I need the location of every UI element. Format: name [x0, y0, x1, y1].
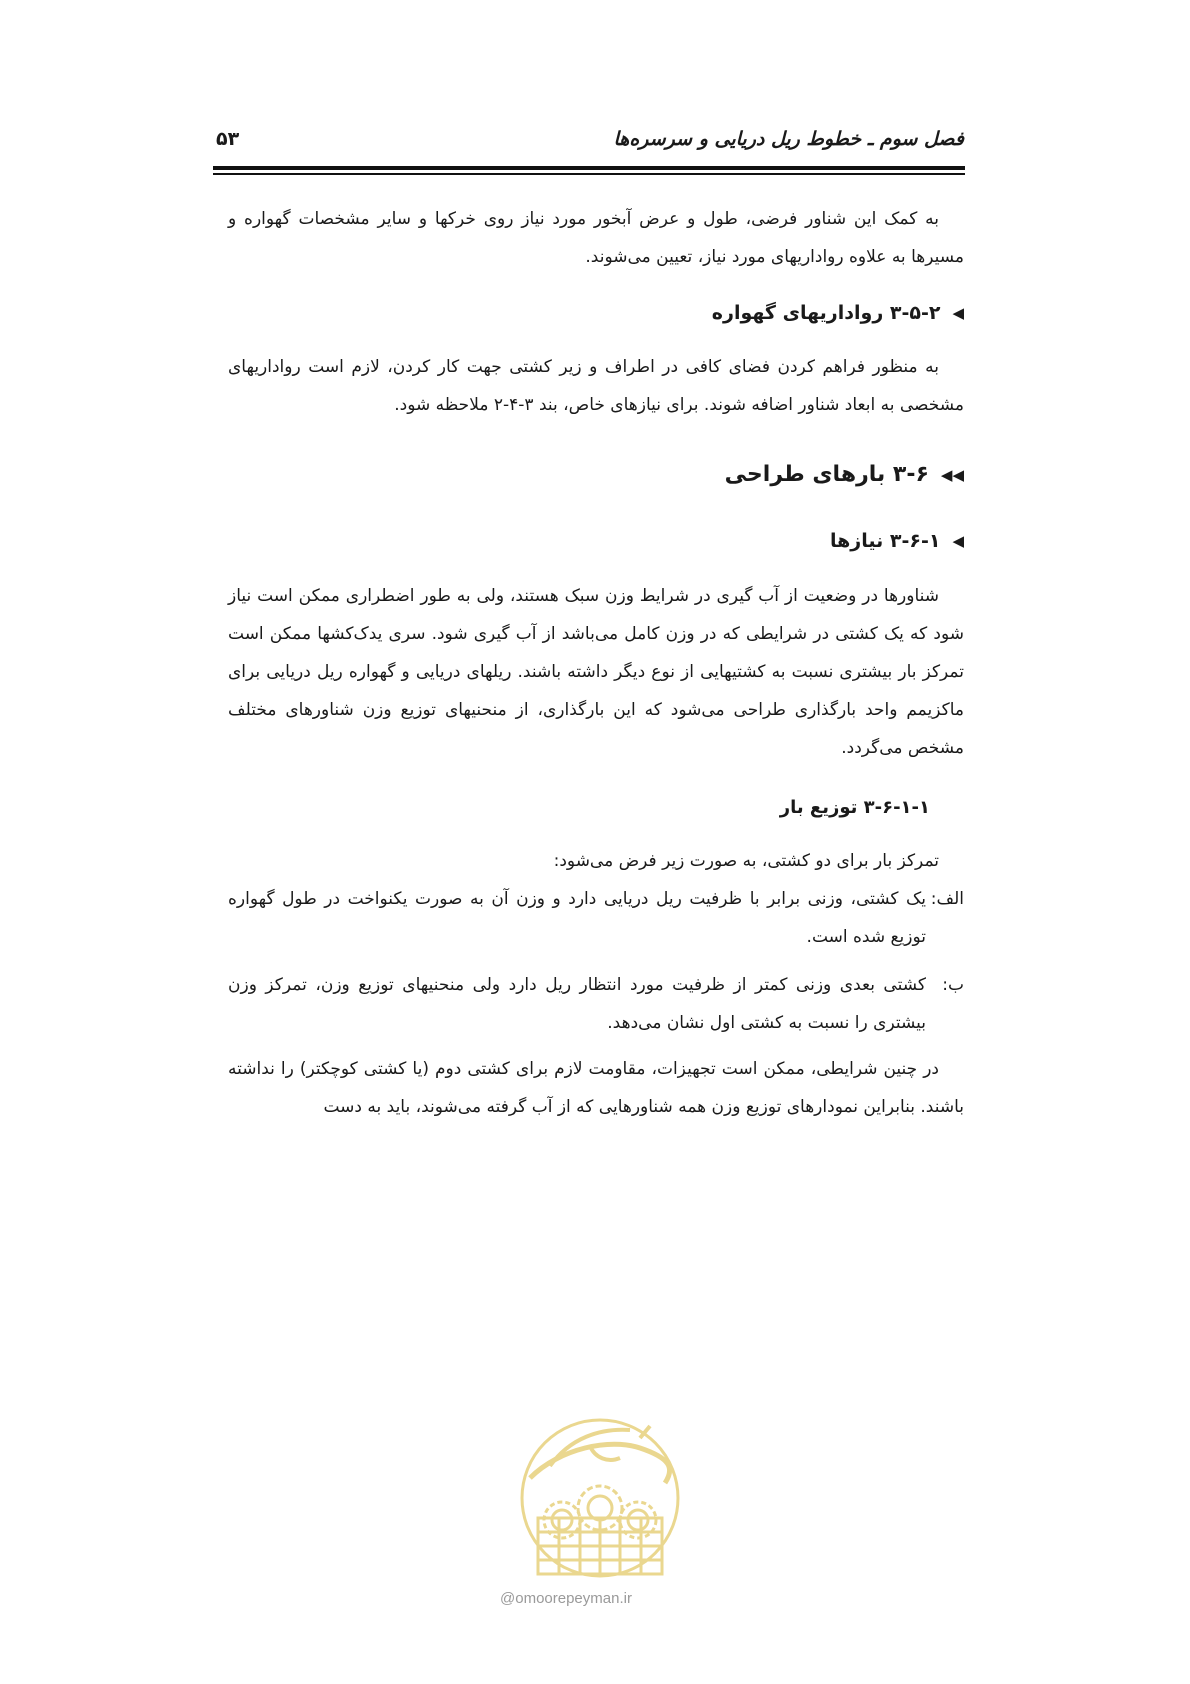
list-item-a: [228, 880, 964, 956]
paragraph-4: تمرکز بار برای دو کشتی، به صورت زیر فرض می‌شود:: [553, 851, 939, 871]
paragraph-2: به منظور فراهم کردن فضای کافی در اطراف و زیر کشتی جهت کار کردن، لازم است رواداریهای مشخصی به ابعاد شناور اضافه شوند. برای نیازهای خاص، بند ۳-۴-۲ ملاحظه شود.: [228, 357, 964, 415]
paragraph-1: به کمک این شناور فرضی، طول و عرض آبخور مورد نیاز روی خرکها و سایر مشخصات گهواره و مسیرها به علاوه رواداریهای مورد نیاز، تعیین می‌شوند.: [228, 209, 964, 267]
list-item-text: یک کشتی، وزنی برابر با ظرفیت ریل دریایی دارد و وزن آن به صورت یکنواخت در طول گهواره توزیع شده است.: [228, 889, 926, 947]
section-heading-3-6-1: [830, 530, 964, 552]
paragraph-3: شناورها در وضعیت از آب گیری در شرایط وزن سبک هستند، ولی به طور اضطراری ممکن است نیاز شود که یک کشتی در شرایطی که در وزن کامل می‌باشد از آب گیری شود. سری یدک‌کشها ممکن است تمرکز بار بیشتری نسبت به کشتیهایی از نوع دیگر داشته باشند. ریلهای دریایی و گهواره ریل دریایی برای ماکزیمم واحد بارگذاری طراحی می‌شود که این بارگذاری، از منحنیهای توزیع وزن شناورهای مختلف مشخص می‌گردد.: [228, 586, 964, 758]
section-heading-text: ۳-۶-۱ نیازها: [830, 530, 941, 552]
header-rule-thin: [213, 173, 965, 175]
section-heading-text: ۳-۶ بارهای طراحی: [724, 462, 929, 487]
page-number: ۵۳: [216, 128, 240, 150]
list-marker: ب:: [942, 975, 964, 995]
at-icon: @: [500, 1590, 516, 1607]
watermark-url: [500, 1590, 632, 1607]
section-heading-3-6: [725, 462, 964, 487]
triangle-bullet-icon: ◀: [952, 304, 964, 322]
watermark-logo: [490, 1408, 710, 1588]
watermark-url-text: omoorepeyman.ir: [515, 1590, 632, 1607]
chapter-title: فصل سوم ـ خطوط ریل دریایی و سرسره‌ها: [613, 128, 964, 150]
section-heading-text: ۳-۵-۲ رواداریهای گهواره: [711, 302, 941, 324]
list-marker: الف:: [930, 889, 964, 909]
triangle-bullet-icon: ◀: [952, 532, 964, 550]
section-heading-3-5-2: [712, 302, 964, 324]
section-heading-text: ۳-۶-۱-۱ توزیع بار: [779, 797, 930, 818]
list-item-text: کشتی بعدی وزنی کمتر از ظرفیت مورد انتظار ریل دارد ولی منحنیهای توزیع وزن، تمرکز وزن بیشتری را نسبت به کشتی اول نشان می‌دهد.: [228, 975, 926, 1033]
list-item-b: [228, 966, 964, 1042]
paragraph-5: در چنین شرایطی، ممکن است تجهیزات، مقاومت لازم برای کشتی دوم (یا کشتی کوچکتر) را نداشته باشند. بنابراین نمودارهای توزیع وزن همه شناورهایی که از آب گرفته می‌شوند، باید به دست: [228, 1059, 964, 1117]
header-rule-thick: [213, 166, 965, 170]
section-heading-3-6-1-1: [780, 797, 930, 818]
double-triangle-bullet-icon: ◀◀: [940, 465, 964, 484]
